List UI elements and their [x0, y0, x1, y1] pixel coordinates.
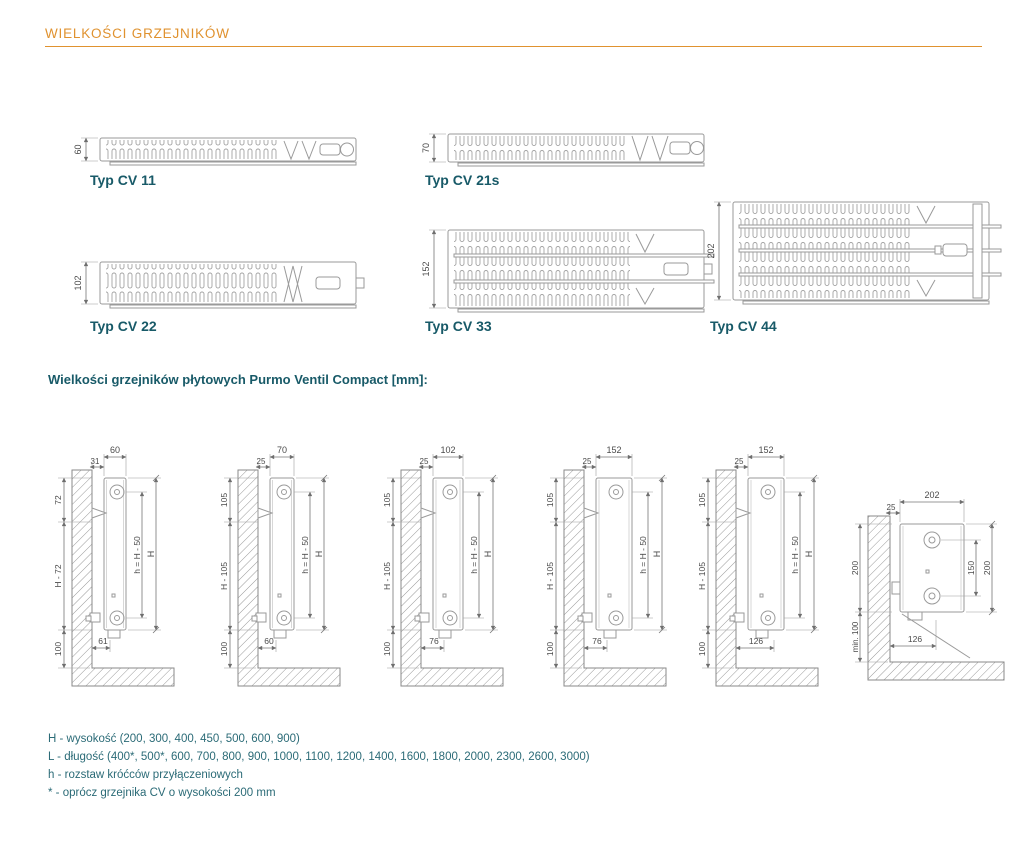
cv11-cross-section-drawing	[70, 128, 370, 178]
radiator	[578, 478, 632, 638]
title-underline	[45, 46, 982, 47]
outer-height: 200	[982, 560, 992, 576]
cv44-depth-dimension	[706, 202, 731, 300]
wall-offset: 25	[886, 503, 896, 512]
seg-bottom: 100	[53, 641, 63, 657]
bottom-offset: 126	[748, 636, 764, 646]
seg-bottom: 100	[219, 641, 229, 657]
cv11-depth-dimension	[73, 138, 98, 161]
seg-bottom: 100	[545, 641, 555, 657]
wall-offset: 25	[734, 457, 744, 466]
sideview-cv11	[46, 420, 204, 688]
cv21s-cross-section-drawing	[418, 124, 718, 178]
seg-bottom: 100	[697, 641, 707, 657]
cv21s-body	[448, 134, 704, 166]
legend-line-l: L - długość (400*, 500*, 600, 700, 800, 900, 1000, 1100, 1200, 1400, 1600, 1800, 2000, 2300, 2600, 3000)	[48, 751, 590, 763]
cv33-depth-dimension	[421, 230, 446, 308]
section-heading: Wielkości grzejników płytowych Purmo Ventil Compact [mm]:	[48, 372, 428, 387]
cv11-fins	[106, 140, 278, 159]
legend-line-h-small: h - rozstaw króćców przyłączeniowych	[48, 769, 243, 781]
sideview-cv44	[690, 420, 848, 688]
top-width: 202	[924, 490, 940, 500]
cv21s-type-label: Typ CV 21s	[425, 172, 500, 188]
radiator	[892, 524, 970, 658]
wall-lower: min. 100	[851, 621, 860, 653]
inner-height: h = H - 50	[790, 536, 800, 574]
wall-offset: 25	[419, 457, 429, 466]
bottom-offset: 60	[264, 636, 274, 646]
sideview-cv22	[375, 420, 533, 688]
cv22-body	[100, 262, 364, 308]
inner-height: h = H - 50	[300, 536, 310, 574]
bottom-offset: 61	[98, 636, 108, 646]
radiator	[415, 478, 463, 638]
cv44-body	[733, 202, 1001, 304]
seg-mid: H - 105	[219, 562, 229, 590]
outer-height: H	[146, 550, 156, 558]
legend-line-asterisk: * - oprócz grzejnika CV o wysokości 200 mm	[48, 787, 276, 799]
cv33-type-label: Typ CV 33	[425, 318, 492, 334]
cv11-body	[100, 138, 356, 165]
top-width: 102	[440, 445, 456, 455]
inner-height: h = H - 50	[132, 536, 142, 574]
cv21s-depth-dimension	[421, 134, 446, 162]
seg-mid: H - 105	[697, 562, 707, 590]
cv22-fins	[106, 264, 278, 302]
seg-bottom: 100	[382, 641, 392, 657]
wall-offset: 25	[582, 457, 592, 466]
sideview-cv21s	[212, 420, 370, 688]
outer-height: H	[804, 550, 814, 558]
seg-top: 72	[53, 495, 63, 505]
seg-top: 105	[545, 492, 555, 508]
radiator	[730, 478, 784, 638]
wall-offset: 25	[256, 457, 266, 466]
top-width: 152	[606, 445, 622, 455]
cv44-cross-section-drawing	[703, 192, 1003, 316]
cv21s-depth-label: 70	[421, 142, 431, 154]
cv22-type-label: Typ CV 22	[90, 318, 157, 334]
seg-top: 105	[382, 492, 392, 508]
inner-height: 150	[966, 560, 976, 576]
wall-upper: 200	[850, 560, 860, 576]
page-title: WIELKOŚCI GRZEJNIKÓW	[45, 26, 230, 41]
cv21s-fins	[454, 136, 626, 160]
cv44-type-label: Typ CV 44	[710, 318, 777, 334]
cv11-depth-label: 60	[73, 144, 83, 155]
bottom-offset: 126	[907, 634, 923, 644]
legend	[48, 733, 590, 805]
cv22-depth-dimension	[73, 262, 98, 304]
cv11-type-label: Typ CV 11	[90, 172, 156, 188]
outer-height: H	[314, 550, 324, 558]
top-width: 70	[276, 445, 288, 455]
outer-height: H	[652, 550, 662, 558]
cv33-cross-section-drawing	[418, 220, 718, 316]
cv22-depth-label: 102	[73, 275, 83, 291]
bottom-offset: 76	[592, 636, 602, 646]
cv33-fins	[454, 232, 630, 306]
top-width: 152	[758, 445, 774, 455]
seg-mid: H - 105	[382, 562, 392, 590]
cv22-cross-section-drawing	[70, 252, 370, 314]
cv33-body	[448, 230, 714, 312]
seg-mid: H - 72	[53, 564, 63, 588]
seg-mid: H - 105	[545, 562, 555, 590]
seg-top: 105	[697, 492, 707, 508]
sideview-cv33	[538, 420, 696, 688]
cv33-depth-label: 152	[421, 261, 431, 277]
cv44-depth-label: 202	[706, 243, 716, 259]
floorview-cv44	[852, 474, 1022, 684]
inner-height: h = H - 50	[469, 536, 479, 574]
wall-offset: 31	[90, 457, 100, 466]
outer-height: H	[483, 550, 493, 558]
inner-height: h = H - 50	[638, 536, 648, 574]
seg-top: 105	[219, 492, 229, 508]
legend-line-h: H - wysokość (200, 300, 400, 450, 500, 600, 900)	[48, 733, 300, 745]
bottom-offset: 76	[429, 636, 439, 646]
top-width: 60	[109, 445, 121, 455]
